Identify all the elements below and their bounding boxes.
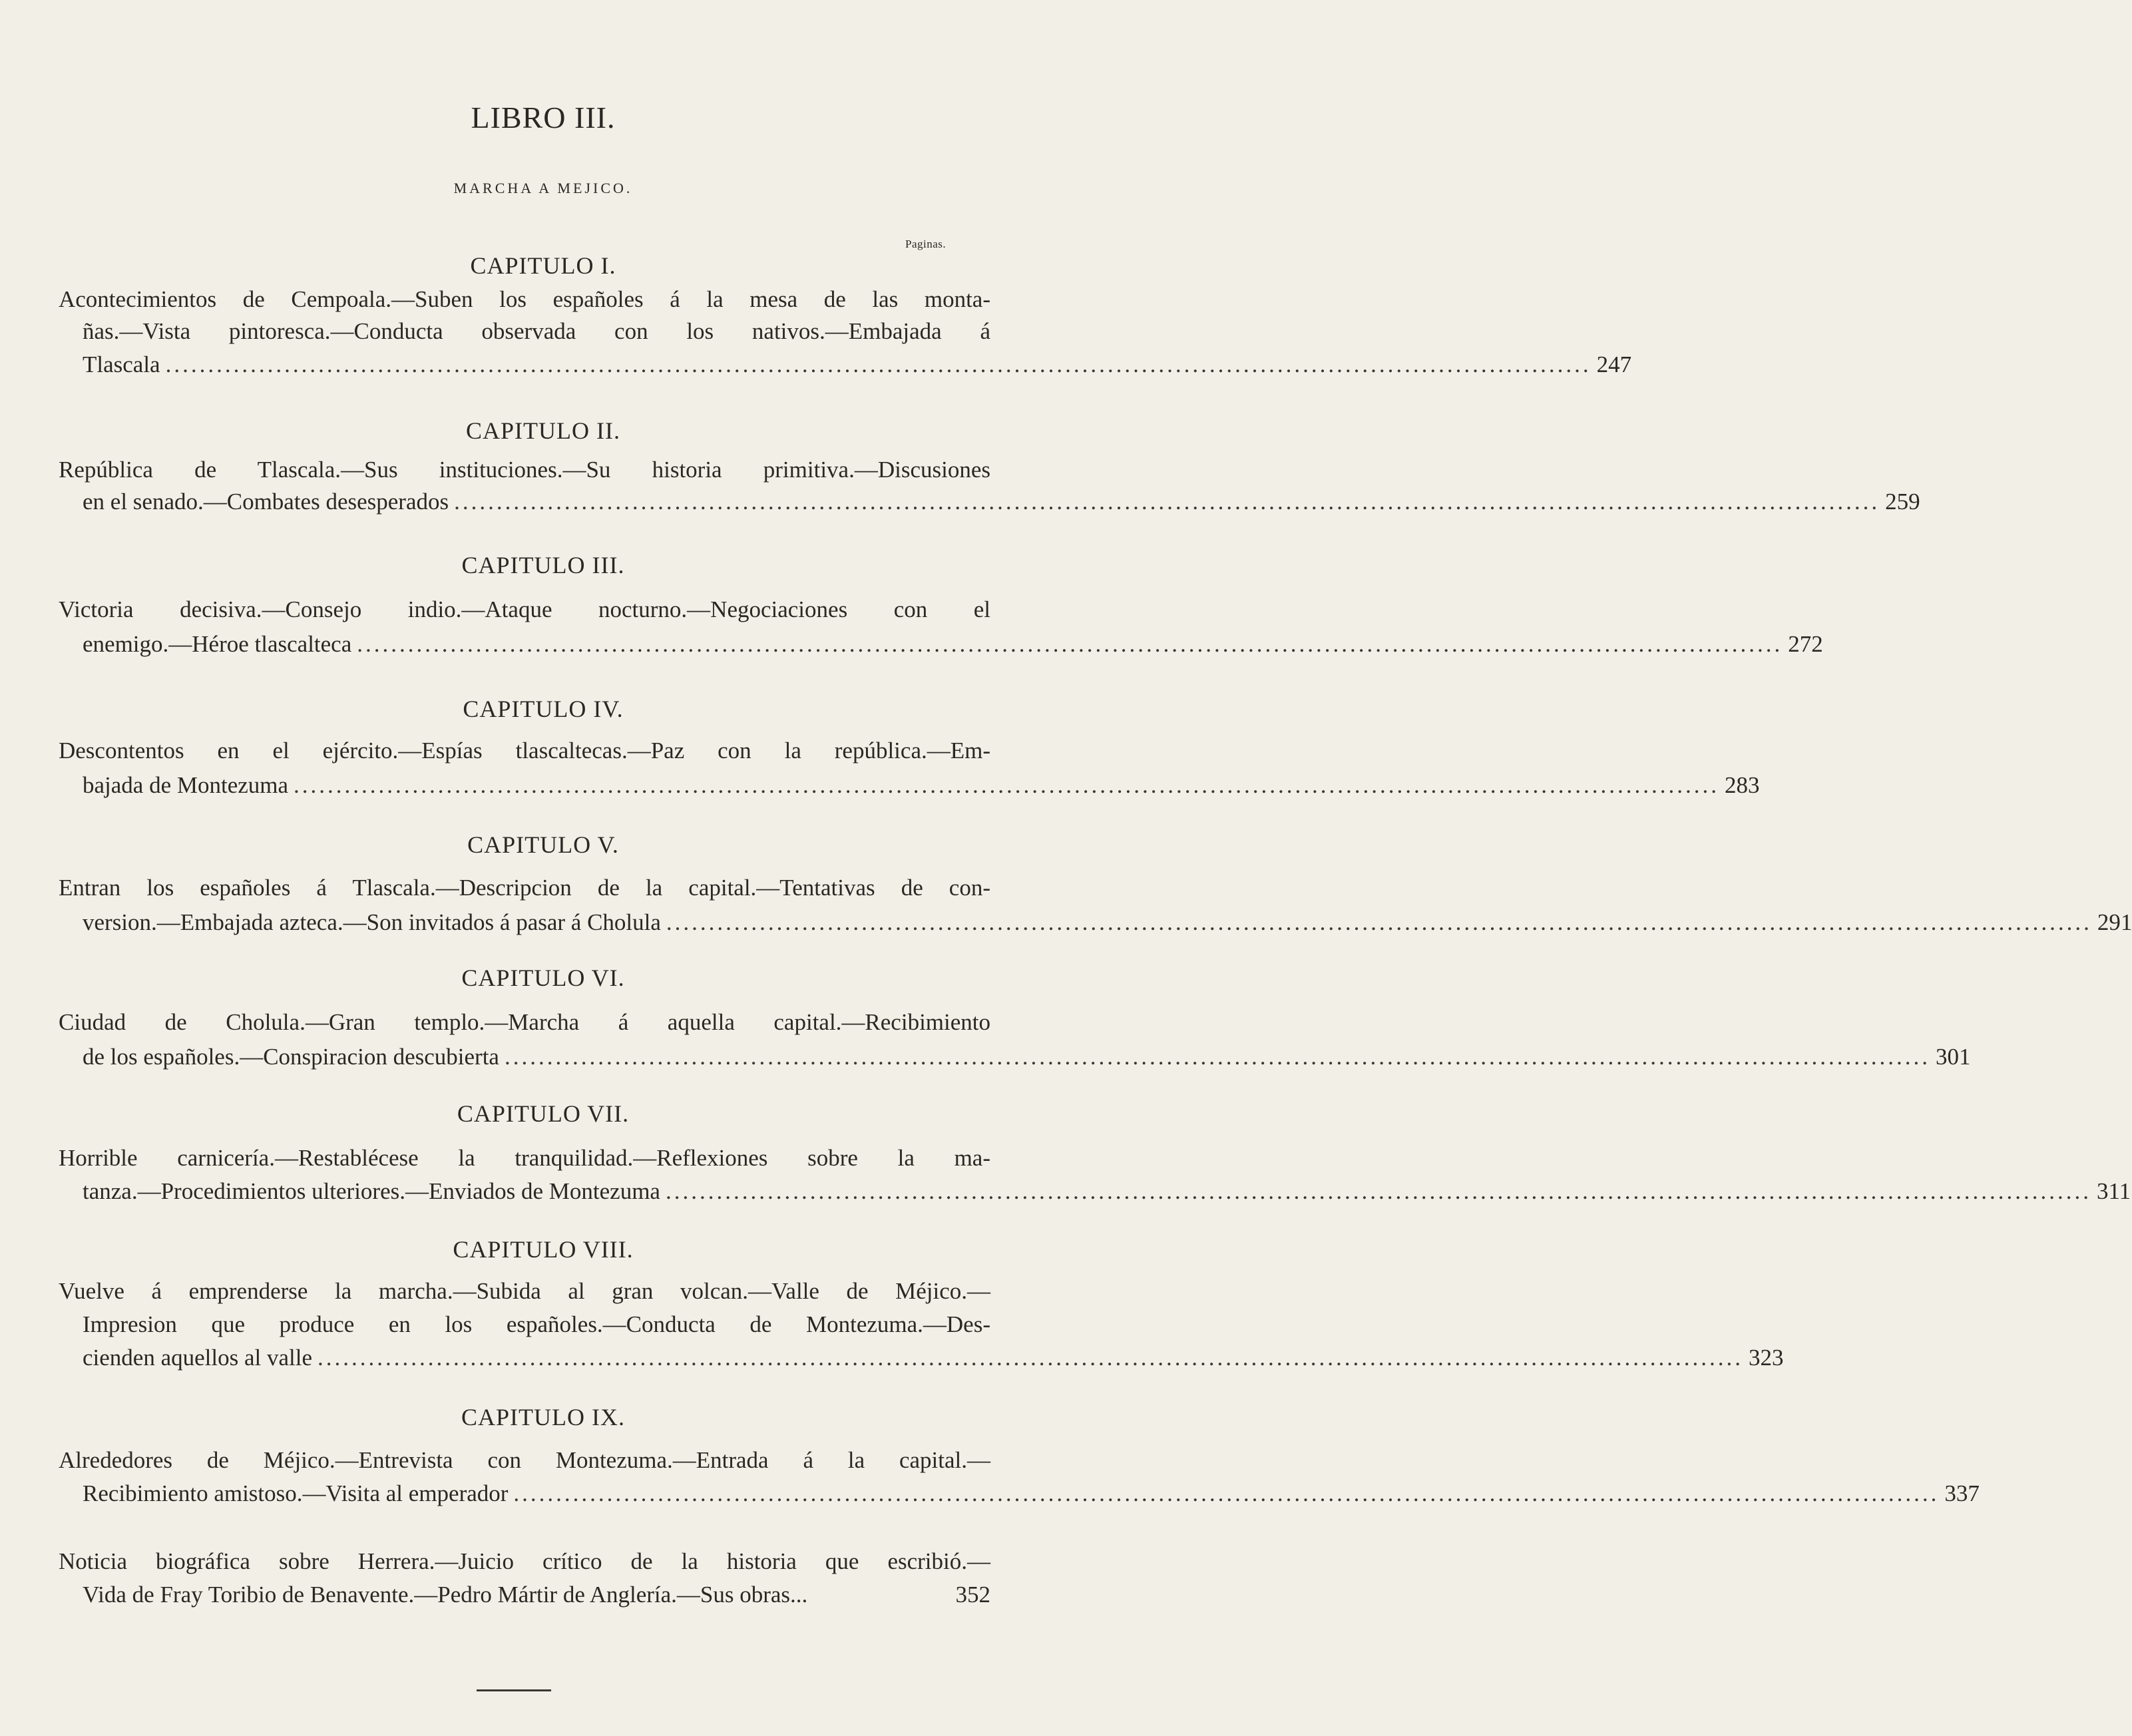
chapter-summary-line: República de Tlascala.—Sus instituciones.—Su historia primitiva.—Discusiones bbox=[59, 457, 990, 483]
chapter-title: CAPITULO I. bbox=[470, 252, 616, 279]
dot-leader: ........................................................................................................................................................................ bbox=[454, 489, 1880, 515]
toc-entry-last-line bbox=[83, 1582, 990, 1608]
toc-entry-last-line bbox=[83, 909, 2132, 936]
page-number: 272 bbox=[1788, 631, 1823, 657]
chapter-title: CAPITULO VII. bbox=[457, 1100, 630, 1127]
toc-entry-last-line bbox=[83, 1480, 1980, 1507]
toc-entry-last-line bbox=[83, 1178, 2131, 1205]
chapter-summary-line: Vuelve á emprenderse la marcha.—Subida al gran volcan.—Valle de Méjico.— bbox=[59, 1278, 990, 1304]
chapter-summary-line: version.—Embajada azteca.—Son invitados á pasar á Cholula bbox=[83, 909, 661, 935]
page-number: 352 bbox=[955, 1582, 990, 1608]
chapter-title: CAPITULO VI. bbox=[461, 965, 625, 991]
chapter-summary-line: en el senado.—Combates desesperados bbox=[83, 489, 449, 515]
chapter-title: CAPITULO VIII. bbox=[453, 1236, 634, 1263]
chapter-summary-line: ñas.—Vista pintoresca.—Conducta observada con los nativos.—Embajada á bbox=[83, 318, 990, 344]
chapter-title: CAPITULO IX. bbox=[461, 1404, 625, 1430]
chapter-summary-line: Entran los españoles á Tlascala.—Descripcion de la capital.—Tentativas de con- bbox=[59, 875, 990, 901]
chapter-summary-line: de los españoles.—Conspiracion descubierta bbox=[83, 1044, 499, 1070]
chapter-title: CAPITULO III. bbox=[461, 552, 625, 578]
page-number: 311 bbox=[2096, 1178, 2131, 1204]
dot-leader: ........................................................................................................................................................................ bbox=[665, 1178, 2091, 1204]
toc-entry-last-line bbox=[83, 1044, 1971, 1070]
appendix-summary-line: Vida de Fray Toribio de Benavente.—Pedro Mártir de Anglería.—Sus obras... bbox=[83, 1582, 808, 1608]
toc-entry-last-line bbox=[83, 772, 1760, 799]
chapter-summary-line: Victoria decisiva.—Consejo indio.—Ataque nocturno.—Negociaciones con el bbox=[59, 596, 990, 622]
appendix-summary-line: Noticia biográfica sobre Herrera.—Juicio crítico de la historia que escribió.— bbox=[59, 1548, 990, 1574]
dot-leader: ........................................................................................................................................................................ bbox=[504, 1044, 1930, 1070]
book-subtitle: MARCHA A MEJICO. bbox=[453, 180, 633, 196]
dot-leader: ........................................................................................................................................................................ bbox=[513, 1480, 1940, 1506]
chapter-summary-line: Horrible carnicería.—Restablécese la tranquilidad.—Reflexiones sobre la ma- bbox=[59, 1145, 990, 1171]
chapter-summary-line: tanza.—Procedimientos ulteriores.—Enviados de Montezuma bbox=[83, 1178, 660, 1204]
page-number: 323 bbox=[1749, 1345, 1784, 1371]
dot-leader: ........................................................................................................................................................................ bbox=[666, 909, 2092, 935]
chapter-summary-line: Acontecimientos de Cempoala.—Suben los españoles á la mesa de las monta- bbox=[59, 286, 990, 312]
toc-entry-last-line bbox=[83, 1345, 1784, 1371]
page-number: 283 bbox=[1725, 772, 1760, 798]
dot-leader: ........................................................................................................................................................................ bbox=[357, 631, 1783, 657]
pages-column-label: Paginas. bbox=[905, 238, 947, 250]
chapter-title: CAPITULO II. bbox=[466, 417, 620, 444]
dot-leader: ........................................................................................................................................................................ bbox=[165, 351, 1592, 377]
closing-rule bbox=[477, 1689, 551, 1691]
chapter-title: CAPITULO V. bbox=[467, 831, 619, 858]
dot-leader: ........................................................................................................................................................................ bbox=[294, 772, 1720, 798]
page-number: 337 bbox=[1944, 1480, 1980, 1506]
chapter-summary-line: Impresion que produce en los españoles.—Conducta de Montezuma.—Des- bbox=[83, 1311, 990, 1337]
page-number: 291 bbox=[2097, 909, 2132, 935]
chapter-summary-line: cienden aquellos al valle bbox=[83, 1345, 312, 1371]
page-number: 247 bbox=[1596, 351, 1632, 377]
toc-entry-last-line bbox=[83, 351, 1632, 378]
book-heading: LIBRO III. bbox=[471, 101, 616, 134]
chapter-summary-line: Tlascala bbox=[83, 351, 160, 377]
toc-entry-last-line bbox=[83, 631, 1823, 658]
chapter-summary-line: bajada de Montezuma bbox=[83, 772, 289, 798]
chapter-summary-line: Recibimiento amistoso.—Visita al emperador bbox=[83, 1480, 509, 1506]
chapter-summary-line: Descontentos en el ejército.—Espías tlascaltecas.—Paz con la república.—Em- bbox=[59, 738, 990, 763]
dot-leader: ........................................................................................................................................................................ bbox=[318, 1345, 1743, 1371]
chapter-summary-line: Ciudad de Cholula.—Gran templo.—Marcha á aquella capital.—Recibimiento bbox=[59, 1009, 990, 1035]
chapter-title: CAPITULO IV. bbox=[463, 696, 624, 722]
page-number: 301 bbox=[1935, 1044, 1971, 1070]
chapter-summary-line: Alrededores de Méjico.—Entrevista con Montezuma.—Entrada á la capital.— bbox=[59, 1447, 990, 1473]
chapter-summary-line: enemigo.—Héroe tlascalteca bbox=[83, 631, 352, 657]
toc-entry-last-line bbox=[83, 489, 1920, 515]
page-number: 259 bbox=[1885, 489, 1920, 515]
